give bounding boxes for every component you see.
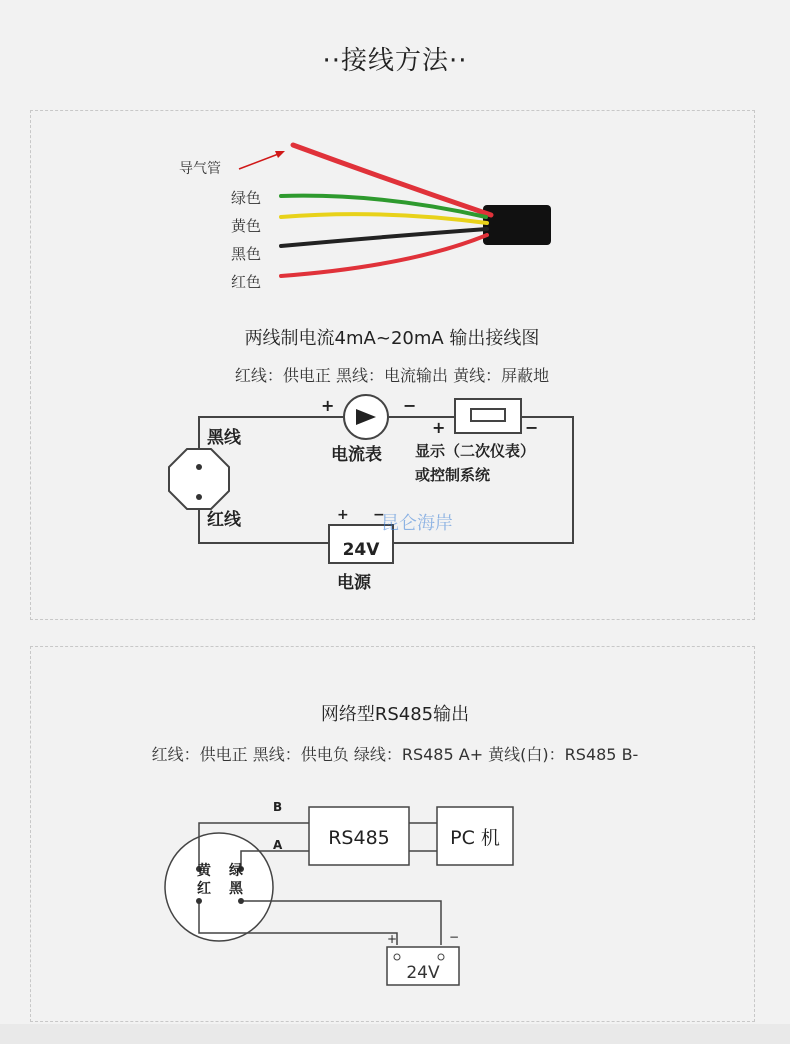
air-tube-wire <box>293 145 491 215</box>
ammeter-plus: + <box>321 396 335 415</box>
black-line <box>241 901 441 945</box>
black-wire-label: 黑线 <box>207 428 241 448</box>
air-tube-label: 导气管 <box>179 161 221 177</box>
line-a-label: A <box>273 838 283 852</box>
display-label-line1: 显示（二次仪表） <box>415 442 536 460</box>
rs485-heading: 网络型RS485输出 <box>320 704 470 725</box>
yellow-wire <box>281 214 487 223</box>
display-minus: − <box>525 418 539 437</box>
page-bottom-strip <box>0 1024 790 1044</box>
black-wire <box>281 229 487 246</box>
power-minus: − <box>373 507 385 523</box>
red-wire-label: 红线 <box>207 510 241 530</box>
display-label-line2: 或控制系统 <box>415 466 491 484</box>
two-wire-circuit <box>169 395 573 563</box>
line-b-label: B <box>273 800 283 814</box>
display-box <box>455 399 521 433</box>
pin-black-label: 黑 <box>229 881 243 897</box>
pin-red-dot <box>196 898 202 904</box>
power-value: 24V <box>342 540 380 560</box>
rs485-legend: 红线：供电正 黑线：供电负 绿线：RS485 A+ 黄线(白)：RS485 B- <box>151 745 639 764</box>
cable-illustration <box>179 145 551 291</box>
two-wire-svg <box>31 111 754 619</box>
green-label: 绿色 <box>231 189 262 207</box>
display-plus: + <box>432 418 446 437</box>
power-plus: + <box>337 507 349 523</box>
rs485-box-label: RS485 <box>328 827 390 849</box>
cable-sheath <box>483 205 551 245</box>
watermark-logo: 昆仑海岸 <box>381 513 453 534</box>
rs485-power-minus: − <box>449 930 460 944</box>
black-label: 黑色 <box>231 245 262 263</box>
two-wire-legend: 红线：供电正 黑线：电流输出 黄线：屏蔽地 <box>234 366 550 385</box>
sensor-terminal-top <box>196 464 202 470</box>
air-tube-arrowhead <box>275 151 285 158</box>
rs485-svg <box>31 647 754 1021</box>
yellow-label: 黄色 <box>231 217 262 235</box>
ammeter-minus: − <box>403 396 417 415</box>
rs485-power-plus: + <box>387 932 398 946</box>
pin-yellow-label: 黄 <box>197 863 211 879</box>
sensor-terminal-bottom <box>196 494 202 500</box>
air-tube-arrow <box>239 153 281 169</box>
red-label: 红色 <box>231 273 262 291</box>
ammeter-label: 电流表 <box>331 445 382 465</box>
pin-red-label: 红 <box>197 881 211 897</box>
power-label: 电源 <box>337 573 371 593</box>
two-wire-heading: 两线制电流4mA~20mA 输出接线图 <box>244 328 540 349</box>
two-wire-panel <box>30 110 755 620</box>
pc-box-label: PC 机 <box>450 827 500 849</box>
pin-green-label: 绿 <box>229 863 243 879</box>
rs485-power-value: 24V <box>406 963 440 983</box>
page-title: ··接线方法·· <box>322 46 468 76</box>
rs485-panel <box>30 646 755 1022</box>
sensor-circle <box>165 833 273 941</box>
pin-black-dot <box>238 898 244 904</box>
red-wire <box>281 235 487 276</box>
